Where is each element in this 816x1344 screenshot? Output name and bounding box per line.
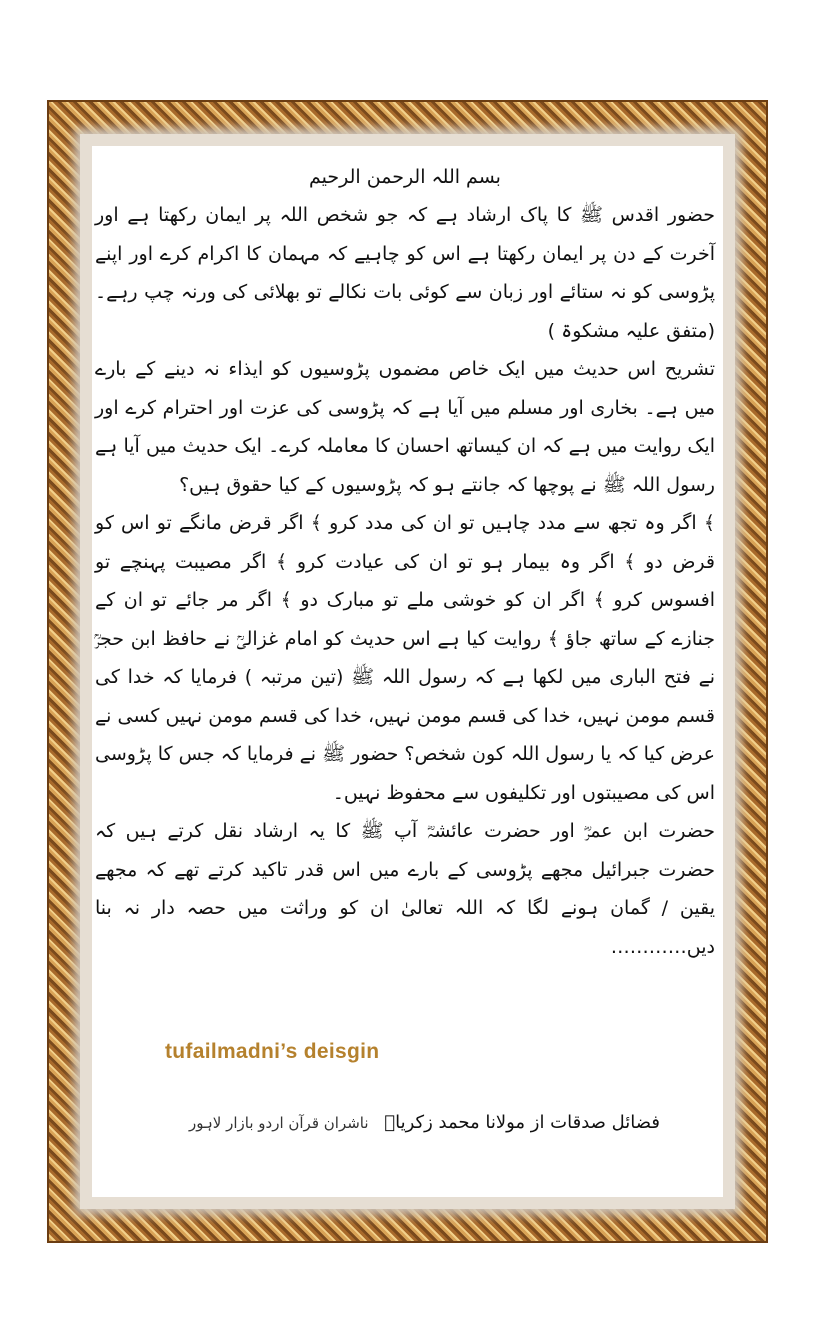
paragraph-jibrail: حضرت ابن عمرؓ اور حضرت عائشہؓ آپ ﷺ کا یہ ارشاد نقل کرتے ہیں کہ حضرت جبرائیل مجھے پڑوسی کے بارے میں اس قدر تاکید کرتے تھے کہ مجھے یقین / گمان ہونے لگا کہ اللہ تعالیٰ ان کو وراثت میں حصہ دار نہ بنا دیں………… bbox=[95, 820, 715, 958]
bismillah-heading: بسم اللہ الرحمن الرحیم bbox=[309, 166, 501, 188]
publisher-name: ناشران قرآن اردو بازار لاہور bbox=[189, 1114, 369, 1132]
book-source: فضائل صدقات از مولانا محمد زکریاؒ bbox=[384, 1112, 660, 1133]
source-footer bbox=[100, 1112, 660, 1133]
paragraph-explanation: تشریح اس حدیث میں ایک خاص مضموں پڑوسیوں کو ایذاء نہ دینے کے بارے میں ہے۔ بخاری اور مسلم میں آیا ہے کہ پڑوسی کی عزت اور احترام کرے اور ایک روایت میں ہے کہ ان کیساتھ احسان کا معاملہ کرے۔ ایک حدیث میں آیا ہے رسول اللہ ﷺ نے پوچھا کہ جانتے ہو کہ پڑوسیوں کے کیا حقوق ہیں؟ bbox=[95, 358, 715, 496]
urdu-text-block bbox=[95, 158, 715, 966]
paragraph-rights-list: ﴾ اگر وہ تجھ سے مدد چاہیں تو ان کی مدد کرو ﴾ اگر قرض مانگے تو اس کو قرض دو ﴾ اگر وہ بیمار ہو تو ان کی عیادت کرو ﴾ اگر مصیبت پہنچے تو افسوس کرو ﴾ اگر ان کو خوشی ملے تو مبارک دو ﴾ اگر مر جائے تو ان کے جنازے کے ساتھ جاؤ ﴾ روایت کیا ہے اس حدیث کو امام غزالیؒ نے حافظ ابن حجرؒ نے فتح الباری میں لکھا ہے کہ رسول اللہ ﷺ (تین مرتبہ ) فرمایا کہ خدا کی قسم مومن نہیں، خدا کی قسم مومن نہیں، خدا کی قسم مومن نہیں کسی نے عرض کیا کہ یا رسول اللہ کون شخص؟ حضور ﷺ نے فرمایا کہ جس کا پڑوسی اس کی مصیبتوں اور تکلیفوں سے محفوظ نہیں۔ bbox=[95, 512, 715, 804]
paragraph-hadith: حضور اقدس ﷺ کا پاک ارشاد ہے کہ جو شخص اللہ پر ایمان رکھتا ہے اور آخرت کے دن پر ایمان رکھتا ہے اس کو چاہیے کہ مہمان کا اکرام کرے اور اپنے پڑوسی کو نہ ستائے اور زبان سے کوئی بات نکالے تو بھلائی کی ورنہ چپ رہے۔ (متفق علیہ مشکوۃ ) bbox=[95, 204, 715, 342]
designer-watermark: tufailmadni’s deisgin bbox=[165, 1040, 380, 1063]
